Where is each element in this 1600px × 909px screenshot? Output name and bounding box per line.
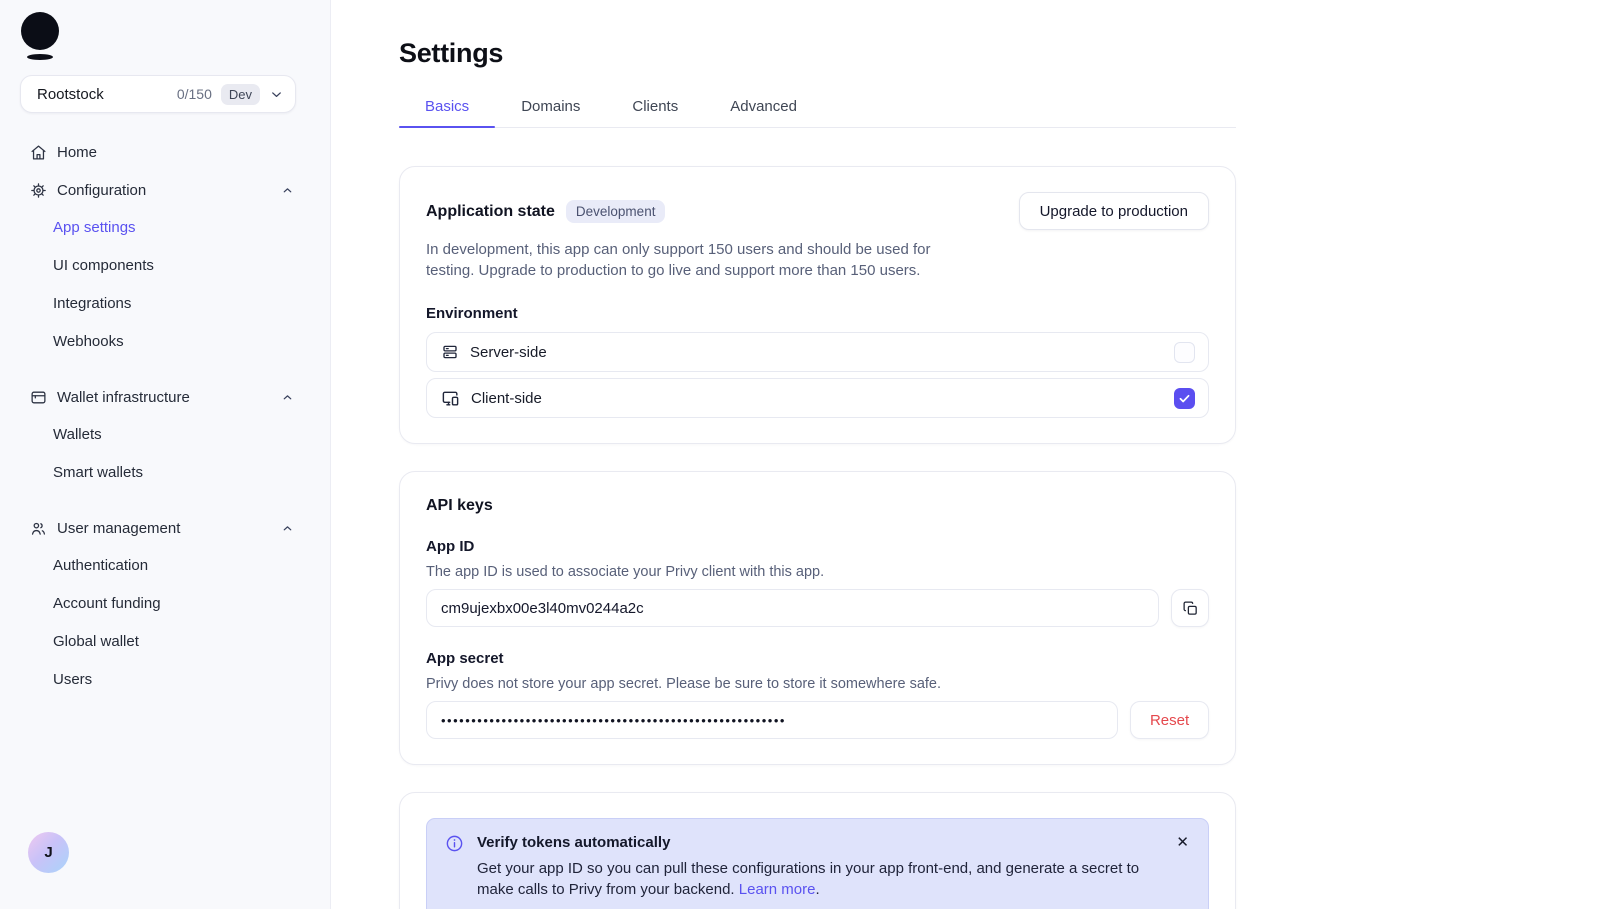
privy-logo-ball-icon xyxy=(21,12,59,50)
chevron-down-icon xyxy=(269,87,284,102)
users-icon xyxy=(29,520,47,537)
info-icon xyxy=(445,834,464,853)
app-secret-description: Privy does not store your app secret. Please be sure to store it somewhere safe. xyxy=(426,676,942,692)
environment-option-label: Client-side xyxy=(471,389,542,407)
copy-app-id-button[interactable] xyxy=(1171,589,1209,627)
app-id-label: App ID xyxy=(426,538,475,555)
banner-title: Verify tokens automatically xyxy=(477,834,671,851)
upgrade-to-production-button[interactable]: Upgrade to production xyxy=(1019,192,1209,230)
sidebar-item-account-funding[interactable]: Account funding xyxy=(53,595,161,612)
chevron-up-icon xyxy=(281,184,294,197)
sidebar-nav xyxy=(0,137,330,703)
sidebar-item-label: User management xyxy=(57,519,181,537)
gear-icon xyxy=(29,182,47,199)
sidebar-item-users[interactable]: Users xyxy=(53,671,93,688)
privy-logo-shadow-icon xyxy=(27,54,53,60)
environment-option-label: Server-side xyxy=(470,343,547,361)
vault-icon xyxy=(29,389,47,406)
nav-section-gap xyxy=(0,496,330,513)
sidebar-item-configuration[interactable] xyxy=(0,175,330,205)
tab-domains[interactable]: Domains xyxy=(521,98,581,115)
app-secret-input[interactable] xyxy=(426,701,1118,739)
app-env-badge: Dev xyxy=(221,84,260,105)
client-side-checkbox[interactable] xyxy=(1174,388,1195,409)
banner-body-text: Get your app ID so you can pull these configurations in your app front-end, and generate a secret to make calls to Privy from your backend. xyxy=(477,860,1140,898)
environment-option-client-side[interactable] xyxy=(426,378,1209,418)
verify-tokens-card xyxy=(399,792,1236,909)
server-side-checkbox[interactable] xyxy=(1174,342,1195,363)
verify-tokens-banner xyxy=(426,818,1209,909)
tab-clients[interactable]: Clients xyxy=(632,98,679,115)
settings-tabs xyxy=(399,94,1236,128)
application-state-description: In development, this app can only support 150 users and should be used for testing. Upgrade to production to go live and support more than 150 users. xyxy=(426,241,931,279)
sidebar-item-ui-components[interactable]: UI components xyxy=(53,257,154,274)
copy-icon xyxy=(1182,600,1199,617)
sidebar-item-label: Home xyxy=(57,143,98,161)
banner-body xyxy=(477,858,1169,900)
tab-basics[interactable]: Basics xyxy=(399,94,495,127)
app-id-input[interactable] xyxy=(426,589,1159,627)
application-state-title: Application state xyxy=(426,202,555,220)
environment-label: Environment xyxy=(426,305,518,322)
privy-logo xyxy=(21,12,59,60)
close-icon[interactable]: ✕ xyxy=(1173,832,1192,853)
sidebar-item-webhooks[interactable]: Webhooks xyxy=(53,333,124,350)
chevron-up-icon xyxy=(281,522,294,535)
sidebar-item-wallets[interactable]: Wallets xyxy=(53,426,102,443)
checkmark-icon xyxy=(1178,392,1191,405)
application-state-card xyxy=(399,166,1236,444)
page-title: Settings xyxy=(399,38,504,68)
nav-section-gap xyxy=(0,365,330,382)
user-avatar[interactable]: J xyxy=(28,832,69,873)
sidebar-item-label: Configuration xyxy=(57,181,147,199)
sidebar-item-authentication[interactable]: Authentication xyxy=(53,557,149,574)
devices-icon xyxy=(441,389,460,408)
sidebar-item-user-management[interactable] xyxy=(0,513,330,543)
app-selector-name: Rootstock xyxy=(37,85,104,103)
sidebar xyxy=(0,0,331,909)
sidebar-item-wallet-infrastructure[interactable] xyxy=(0,382,330,412)
banner-body-period: . xyxy=(815,881,820,898)
chevron-up-icon xyxy=(281,391,294,404)
api-keys-card xyxy=(399,471,1236,765)
server-icon xyxy=(441,343,459,361)
learn-more-link[interactable]: Learn more xyxy=(738,881,816,898)
main-content xyxy=(331,0,1600,909)
sidebar-item-smart-wallets[interactable]: Smart wallets xyxy=(53,464,144,481)
app-secret-label: App secret xyxy=(426,650,504,667)
tab-advanced[interactable]: Advanced xyxy=(730,98,797,115)
app-selector[interactable] xyxy=(20,75,296,113)
development-badge: Development xyxy=(566,200,666,223)
reset-secret-button[interactable]: Reset xyxy=(1130,701,1209,739)
environment-option-server-side[interactable] xyxy=(426,332,1209,372)
app-user-usage: 0/150 xyxy=(176,86,212,102)
sidebar-item-integrations[interactable]: Integrations xyxy=(53,295,132,312)
sidebar-item-app-settings[interactable]: App settings xyxy=(53,219,136,236)
sidebar-item-home[interactable] xyxy=(0,137,330,167)
api-keys-title: API keys xyxy=(426,497,493,514)
sidebar-item-label: Wallet infrastructure xyxy=(57,388,190,406)
app-id-description: The app ID is used to associate your Privy client with this app. xyxy=(426,564,825,580)
sidebar-item-global-wallet[interactable]: Global wallet xyxy=(53,633,139,650)
home-icon xyxy=(29,144,47,161)
